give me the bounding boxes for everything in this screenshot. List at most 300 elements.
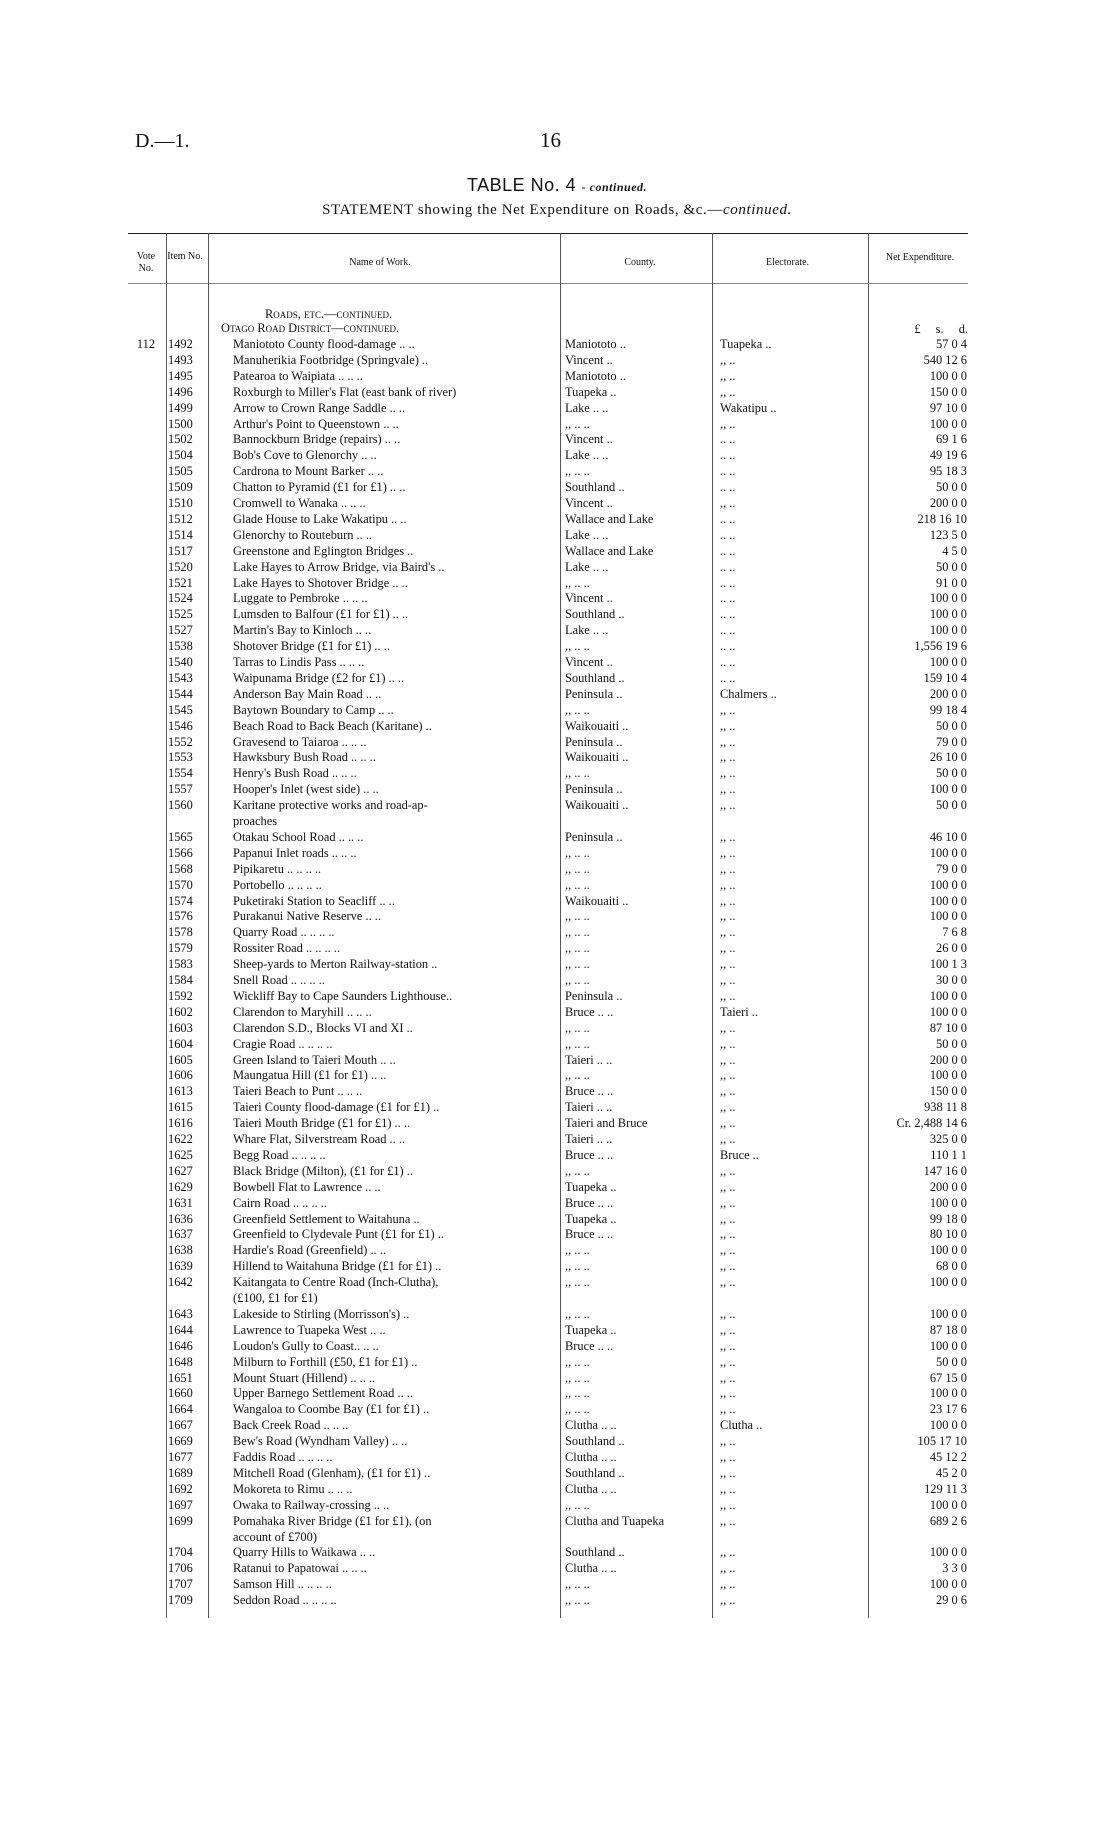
- county: Waikouaiti ..: [565, 718, 629, 733]
- county: Southland ..: [565, 1545, 625, 1560]
- item-number: 1707: [168, 1577, 193, 1592]
- work-name: Karitane protective works and road-ap-: [233, 798, 428, 813]
- table-top-rule: [128, 233, 968, 234]
- work-name: Maniototo County flood-damage .. ..: [233, 337, 415, 351]
- electorate: ,, ..: [720, 1243, 736, 1258]
- electorate: ,, ..: [720, 1402, 736, 1417]
- net-expenditure: 45 2 0: [936, 1465, 967, 1480]
- county: ,, .. ..: [565, 1577, 590, 1592]
- item-number: 1583: [168, 957, 193, 972]
- net-expenditure: 100 0 0: [929, 1386, 967, 1401]
- electorate: ,, ..: [720, 1036, 736, 1051]
- net-expenditure: 99 18 4: [929, 702, 967, 717]
- column-rule: [166, 233, 167, 1618]
- item-number: 1636: [168, 1211, 193, 1226]
- work-name: Bowbell Flat to Lawrence .. ..: [233, 1179, 381, 1194]
- net-expenditure: 100 0 0: [929, 877, 967, 892]
- county: ,, .. ..: [565, 464, 590, 479]
- item-number: 1578: [168, 925, 193, 940]
- electorate: ,, ..: [720, 1481, 736, 1496]
- item-number: 1613: [168, 1084, 193, 1099]
- net-expenditure: 68 0 0: [936, 1259, 967, 1274]
- electorate: ,, ..: [720, 1179, 736, 1194]
- item-number: 1709: [168, 1593, 193, 1608]
- work-name: Kaitangata to Centre Road (Inch-Clutha),: [233, 1275, 439, 1290]
- electorate: ,, ..: [720, 941, 736, 956]
- county: Vincent ..: [565, 655, 613, 669]
- county: Vincent ..: [565, 432, 613, 447]
- work-name: (£100, £1 for £1): [233, 1291, 318, 1305]
- county: Bruce .. ..: [565, 1338, 614, 1353]
- net-expenditure: 79 0 0: [936, 734, 967, 749]
- item-number: 1502: [168, 432, 193, 447]
- electorate: ,, ..: [720, 1259, 736, 1274]
- work-name: Green Island to Taieri Mouth .. ..: [233, 1052, 396, 1067]
- work-name: Black Bridge (Milton), (£1 for £1) ..: [233, 1163, 413, 1178]
- work-name: Martin's Bay to Kinloch .. ..: [233, 623, 372, 638]
- work-name: Waipunama Bridge (£2 for £1) .. ..: [233, 670, 405, 685]
- county: Lake .. ..: [565, 559, 609, 574]
- item-number: 1546: [168, 718, 193, 733]
- net-expenditure: 95 18 3: [929, 464, 967, 479]
- item-number: 1584: [168, 973, 193, 987]
- item-number: 1512: [168, 511, 193, 526]
- net-expenditure: 100 0 0: [929, 1068, 967, 1083]
- county: Clutha and Tuapeka: [565, 1513, 665, 1528]
- column-rule: [208, 233, 209, 1618]
- work-name: Patearoa to Waipiata .. .. ..: [233, 368, 363, 383]
- electorate: ,, ..: [720, 1068, 736, 1083]
- item-number: 1642: [168, 1275, 193, 1290]
- work-name: Mokoreta to Rimu .. .. ..: [233, 1481, 353, 1496]
- work-name: Rossiter Road .. .. .. ..: [233, 941, 341, 956]
- county: Peninsula ..: [565, 829, 623, 844]
- net-expenditure: 50 0 0: [936, 1036, 967, 1051]
- county: ,, .. ..: [565, 1497, 590, 1512]
- county: Lake .. ..: [565, 400, 609, 415]
- net-expenditure: 29 0 6: [936, 1593, 967, 1608]
- work-name: Taieri County flood-damage (£1 for £1) ..: [233, 1100, 440, 1115]
- column-header-item: Item No.: [167, 251, 203, 262]
- item-number: 1664: [168, 1402, 193, 1417]
- county: ,, .. ..: [565, 702, 590, 717]
- item-number: 1644: [168, 1322, 193, 1337]
- page-number: 16: [540, 128, 561, 152]
- net-expenditure: 540 12 6: [923, 352, 967, 367]
- county: ,, .. ..: [565, 925, 590, 940]
- net-expenditure: 218 16 10: [917, 511, 967, 526]
- electorate: ,, ..: [720, 496, 736, 510]
- county: ,, .. ..: [565, 861, 590, 876]
- county: ,, .. ..: [565, 1036, 590, 1051]
- item-number: 1505: [168, 464, 193, 479]
- net-expenditure: 100 0 0: [929, 909, 967, 924]
- work-name: Puketiraki Station to Seacliff .. ..: [233, 893, 395, 908]
- county: ,, .. ..: [565, 1593, 590, 1608]
- item-number: 1517: [168, 543, 193, 558]
- item-number: 1568: [168, 861, 193, 876]
- work-name: Arrow to Crown Range Saddle .. ..: [233, 400, 406, 415]
- electorate: ,, ..: [720, 750, 736, 765]
- item-number: 1524: [168, 591, 193, 606]
- net-expenditure: 100 0 0: [929, 1243, 967, 1258]
- item-number: 1697: [168, 1497, 193, 1512]
- electorate: ,, ..: [720, 973, 736, 987]
- electorate: ,, ..: [720, 1195, 736, 1210]
- net-expenditure: 105 17 10: [917, 1434, 967, 1449]
- document-reference: D.—1.: [135, 130, 190, 152]
- county: Wallace and Lake: [565, 511, 654, 526]
- item-number: 1627: [168, 1163, 193, 1178]
- electorate: .. ..: [720, 559, 736, 574]
- item-number: 1616: [168, 1116, 193, 1131]
- county: Peninsula ..: [565, 686, 623, 701]
- item-number: 1504: [168, 448, 193, 463]
- column-header-vote: Vote No.: [136, 251, 156, 274]
- item-number: 1643: [168, 1306, 193, 1321]
- item-number: 1606: [168, 1068, 193, 1083]
- electorate: ,, ..: [720, 352, 736, 367]
- county: Lake .. ..: [565, 623, 609, 638]
- county: Clutha .. ..: [565, 1561, 617, 1576]
- electorate: .. ..: [720, 639, 736, 654]
- electorate: ,, ..: [720, 925, 736, 940]
- net-expenditure: 100 0 0: [929, 623, 967, 638]
- electorate: ,, ..: [720, 877, 736, 892]
- electorate: Clutha ..: [720, 1418, 763, 1433]
- county: Southland ..: [565, 670, 625, 685]
- item-number: 1638: [168, 1243, 193, 1258]
- net-expenditure: Cr. 2,488 14 6: [896, 1116, 967, 1131]
- item-number: 1521: [168, 575, 193, 590]
- work-name: Cromwell to Wanaka .. .. ..: [233, 496, 366, 510]
- work-name: Shotover Bridge (£1 for £1) .. ..: [233, 639, 390, 654]
- item-number: 1553: [168, 750, 193, 765]
- work-name: Hooper's Inlet (west side) .. ..: [233, 782, 379, 797]
- electorate: ,, ..: [720, 1322, 736, 1337]
- net-expenditure: 67 15 0: [929, 1370, 967, 1385]
- net-expenditure: 100 0 0: [929, 416, 967, 431]
- work-name: Bob's Cove to Glenorchy .. ..: [233, 448, 377, 463]
- net-expenditure: 200 0 0: [929, 1179, 967, 1194]
- electorate: ,, ..: [720, 766, 736, 781]
- net-expenditure: 123 5 0: [929, 527, 967, 542]
- electorate: ,, ..: [720, 845, 736, 860]
- electorate: ,, ..: [720, 909, 736, 924]
- column-header-expenditure: Net Expenditure.: [885, 252, 955, 263]
- net-expenditure: 80 10 0: [929, 1227, 967, 1242]
- item-number: 1615: [168, 1100, 193, 1115]
- item-number: 1525: [168, 607, 193, 622]
- electorate: ,, ..: [720, 1354, 736, 1369]
- item-number: 1510: [168, 496, 193, 510]
- work-name: Lake Hayes to Shotover Bridge .. ..: [233, 575, 408, 590]
- work-name: Arthur's Point to Queenstown .. ..: [233, 416, 399, 431]
- work-name: Wickliff Bay to Cape Saunders Lighthouse..: [233, 988, 453, 1003]
- work-name: Lake Hayes to Arrow Bridge, via Baird's ..: [233, 559, 445, 574]
- electorate: .. ..: [720, 480, 736, 495]
- header-bottom-rule: [128, 283, 968, 284]
- net-expenditure: 150 0 0: [929, 1084, 967, 1099]
- county: Bruce .. ..: [565, 1004, 614, 1019]
- county: ,, .. ..: [565, 1370, 590, 1385]
- net-expenditure: 30 0 0: [936, 973, 967, 987]
- electorate: ,, ..: [720, 1434, 736, 1449]
- net-expenditure: 100 0 0: [929, 1545, 967, 1560]
- net-expenditure: 689 2 6: [929, 1513, 967, 1528]
- work-name: Chatton to Pyramid (£1 for £1) .. ..: [233, 480, 406, 495]
- net-expenditure: 100 0 0: [929, 1338, 967, 1353]
- electorate: ,, ..: [720, 1370, 736, 1385]
- net-expenditure: 100 0 0: [929, 845, 967, 860]
- item-number: 1496: [168, 384, 193, 399]
- work-name: Papanui Inlet roads .. .. ..: [233, 845, 357, 860]
- net-expenditure: 100 0 0: [929, 1195, 967, 1210]
- item-number: 1603: [168, 1020, 193, 1035]
- county: Lake .. ..: [565, 527, 609, 542]
- item-number: 1579: [168, 941, 193, 956]
- net-expenditure: 100 0 0: [929, 1497, 967, 1512]
- work-name: Whare Flat, Silverstream Road .. ..: [233, 1132, 406, 1146]
- net-expenditure: 100 0 0: [929, 1577, 967, 1592]
- electorate: ,, ..: [720, 416, 736, 431]
- electorate: ,, ..: [720, 861, 736, 876]
- work-name: Purakanui Native Reserve .. ..: [233, 909, 381, 924]
- item-number: 1557: [168, 782, 193, 797]
- work-name: Henry's Bush Road .. .. ..: [233, 766, 357, 781]
- net-expenditure: 129 11 3: [924, 1481, 967, 1496]
- work-name: Maungatua Hill (£1 for £1) .. ..: [233, 1068, 387, 1083]
- work-name: Hardie's Road (Greenfield) .. ..: [233, 1243, 386, 1258]
- electorate: ,, ..: [720, 1227, 736, 1242]
- electorate: ,, ..: [720, 1306, 736, 1321]
- net-expenditure: 57 0 4: [936, 337, 967, 351]
- work-name: Upper Barnego Settlement Road .. ..: [233, 1386, 413, 1401]
- work-name: Baytown Boundary to Camp .. ..: [233, 702, 394, 717]
- item-number: 1660: [168, 1386, 193, 1401]
- net-expenditure: 100 1 3: [929, 957, 967, 972]
- county: Bruce .. ..: [565, 1084, 614, 1099]
- net-expenditure: 50 0 0: [936, 766, 967, 781]
- net-expenditure: 50 0 0: [936, 798, 967, 813]
- county: Tuapeka ..: [565, 1322, 617, 1337]
- statement-title-text: STATEMENT showing the Net Expenditure on Roads, &c.—: [322, 202, 724, 218]
- work-name: Begg Road .. .. .. ..: [233, 1147, 326, 1162]
- net-expenditure: 50 0 0: [936, 1354, 967, 1369]
- item-number: 1629: [168, 1179, 193, 1194]
- net-expenditure: 99 18 0: [929, 1211, 967, 1226]
- county: Bruce .. ..: [565, 1227, 614, 1242]
- net-expenditure: 87 18 0: [929, 1322, 967, 1337]
- work-name: Pomahaka River Bridge (£1 for £1), (on: [233, 1513, 432, 1528]
- item-number: 1545: [168, 702, 193, 717]
- item-number: 1576: [168, 909, 193, 924]
- net-expenditure: 100 0 0: [929, 1306, 967, 1321]
- item-number: 1677: [168, 1450, 193, 1464]
- item-number: 1689: [168, 1465, 193, 1480]
- work-name: Clarendon S.D., Blocks VI and XI ..: [233, 1020, 413, 1035]
- item-number: 1554: [168, 766, 193, 781]
- item-number: 1692: [168, 1481, 193, 1496]
- item-number: 1493: [168, 352, 193, 367]
- work-name: Owaka to Railway-crossing .. ..: [233, 1497, 390, 1512]
- item-number: 1637: [168, 1227, 193, 1242]
- work-name: Faddis Road .. .. .. ..: [233, 1450, 333, 1464]
- work-name: Mount Stuart (Hillend) .. .. ..: [233, 1370, 376, 1385]
- item-number: 1520: [168, 559, 193, 574]
- electorate: ,, ..: [720, 1020, 736, 1035]
- county: Maniototo ..: [565, 337, 626, 351]
- work-name: Back Creek Road .. .. ..: [233, 1418, 349, 1433]
- electorate: .. ..: [720, 607, 736, 622]
- work-name: Glade House to Lake Wakatipu .. ..: [233, 511, 407, 526]
- electorate: ,, ..: [720, 718, 736, 733]
- county: ,, .. ..: [565, 575, 590, 590]
- work-name: Pipikaretu .. .. .. ..: [233, 861, 322, 876]
- county: Wallace and Lake: [565, 543, 654, 558]
- table-title: [0, 175, 1114, 196]
- electorate: .. ..: [720, 591, 736, 606]
- net-expenditure: 147 16 0: [923, 1163, 967, 1178]
- county: ,, .. ..: [565, 1163, 590, 1178]
- table-title-continued: - continued.: [581, 180, 648, 194]
- county: Vincent ..: [565, 352, 613, 367]
- county: Southland ..: [565, 1434, 625, 1449]
- item-number: 1495: [168, 368, 193, 383]
- electorate: ,, ..: [720, 1593, 736, 1608]
- currency-units: £ s. d.: [914, 322, 968, 336]
- electorate: ,, ..: [720, 1577, 736, 1592]
- item-number: 1592: [168, 988, 193, 1003]
- work-name: Greenfield Settlement to Waitahuna ..: [233, 1211, 420, 1226]
- item-number: 1514: [168, 527, 193, 542]
- electorate: .. ..: [720, 432, 736, 447]
- work-name: Taieri Mouth Bridge (£1 for £1) .. ..: [233, 1116, 411, 1131]
- work-name: account of £700): [233, 1529, 317, 1544]
- work-name: proaches: [233, 814, 278, 828]
- county: ,, .. ..: [565, 957, 590, 972]
- net-expenditure: 49 19 6: [929, 448, 967, 463]
- item-number: 1699: [168, 1513, 193, 1528]
- item-number: 1667: [168, 1418, 193, 1433]
- item-number: 1704: [168, 1545, 193, 1560]
- county: ,, .. ..: [565, 1402, 590, 1417]
- county: Tuapeka ..: [565, 1211, 617, 1226]
- item-number: 1544: [168, 686, 193, 701]
- county: ,, .. ..: [565, 1068, 590, 1083]
- net-expenditure: 23 17 6: [929, 1402, 967, 1417]
- work-name: Hillend to Waitahuna Bridge (£1 for £1) ..: [233, 1259, 442, 1274]
- work-name: Lakeside to Stirling (Morrisson's) ..: [233, 1306, 410, 1321]
- electorate: ,, ..: [720, 368, 736, 383]
- net-expenditure: 325 0 0: [929, 1132, 967, 1146]
- table-title-text: TABLE No. 4: [466, 175, 577, 195]
- work-name: Gravesend to Taiaroa .. .. ..: [233, 734, 367, 749]
- electorate: ,, ..: [720, 1561, 736, 1576]
- work-name: Ratanui to Papatowai .. .. ..: [233, 1561, 367, 1576]
- item-number: 1570: [168, 877, 193, 892]
- electorate: ,, ..: [720, 988, 736, 1003]
- electorate: ,, ..: [720, 702, 736, 717]
- county: Peninsula ..: [565, 734, 623, 749]
- item-number: 1648: [168, 1354, 193, 1369]
- net-expenditure: 100 0 0: [929, 591, 967, 606]
- net-expenditure: 97 10 0: [929, 400, 967, 415]
- work-name: Lawrence to Tuapeka West .. ..: [233, 1322, 386, 1337]
- county: Tuapeka ..: [565, 1179, 617, 1194]
- net-expenditure: 69 1 6: [936, 432, 967, 447]
- work-name: Manuherikia Footbridge (Springvale) ..: [233, 352, 429, 367]
- item-number: 1706: [168, 1561, 193, 1576]
- column-header-name: Name of Work.: [349, 257, 411, 268]
- net-expenditure: 87 10 0: [929, 1020, 967, 1035]
- county: ,, .. ..: [565, 1354, 590, 1369]
- item-number: 1566: [168, 845, 193, 860]
- section-heading-district: Otago Road District—continued.: [221, 321, 400, 335]
- electorate: Tuapeka ..: [720, 337, 772, 351]
- net-expenditure: 91 0 0: [936, 575, 967, 590]
- net-expenditure: 159 10 4: [923, 670, 967, 685]
- net-expenditure: 150 0 0: [929, 384, 967, 399]
- net-expenditure: 50 0 0: [936, 559, 967, 574]
- county: ,, .. ..: [565, 1275, 590, 1290]
- electorate: ,, ..: [720, 1386, 736, 1401]
- county: Taieri .. ..: [565, 1100, 613, 1115]
- county: ,, .. ..: [565, 941, 590, 956]
- item-number: 1540: [168, 655, 193, 669]
- county: Southland ..: [565, 607, 625, 622]
- county: ,, .. ..: [565, 1306, 590, 1321]
- work-name: Otakau School Road .. .. ..: [233, 829, 364, 844]
- county: ,, .. ..: [565, 909, 590, 924]
- work-name: Tarras to Lindis Pass .. .. ..: [233, 655, 365, 669]
- net-expenditure: 200 0 0: [929, 1052, 967, 1067]
- section-heading-roads: Roads, etc.—continued.: [265, 307, 393, 321]
- work-name: Lumsden to Balfour (£1 for £1) .. ..: [233, 607, 409, 622]
- county: Peninsula ..: [565, 988, 623, 1003]
- county: Bruce .. ..: [565, 1147, 614, 1162]
- work-name: Quarry Hills to Waikawa .. ..: [233, 1545, 376, 1560]
- county: Taieri and Bruce: [565, 1116, 648, 1131]
- work-name: Hawksbury Bush Road .. .. ..: [233, 750, 376, 765]
- electorate: ,, ..: [720, 829, 736, 844]
- electorate: .. ..: [720, 464, 736, 479]
- net-expenditure: 200 0 0: [929, 496, 967, 510]
- statement-title-continued: continued.: [723, 202, 792, 218]
- electorate: .. ..: [720, 448, 736, 463]
- county: Maniototo ..: [565, 368, 626, 383]
- item-number: 1552: [168, 734, 193, 749]
- item-number: 1543: [168, 670, 193, 685]
- electorate: ,, ..: [720, 1100, 736, 1115]
- work-name: Luggate to Pembroke .. .. ..: [233, 591, 368, 606]
- county: Vincent ..: [565, 496, 613, 510]
- work-name: Quarry Road .. .. .. ..: [233, 925, 335, 940]
- electorate: ,, ..: [720, 384, 736, 399]
- work-name: Portobello .. .. .. ..: [233, 877, 322, 892]
- net-expenditure: 100 0 0: [929, 1004, 967, 1019]
- net-expenditure: 26 0 0: [936, 941, 967, 956]
- electorate: ,, ..: [720, 893, 736, 908]
- electorate: ,, ..: [720, 1338, 736, 1353]
- net-expenditure: 200 0 0: [929, 686, 967, 701]
- item-number: 1622: [168, 1132, 193, 1146]
- county: ,, .. ..: [565, 1243, 590, 1258]
- item-number: 1669: [168, 1434, 193, 1449]
- electorate: .. ..: [720, 511, 736, 526]
- county: Waikouaiti ..: [565, 798, 629, 813]
- item-number: 1646: [168, 1338, 193, 1353]
